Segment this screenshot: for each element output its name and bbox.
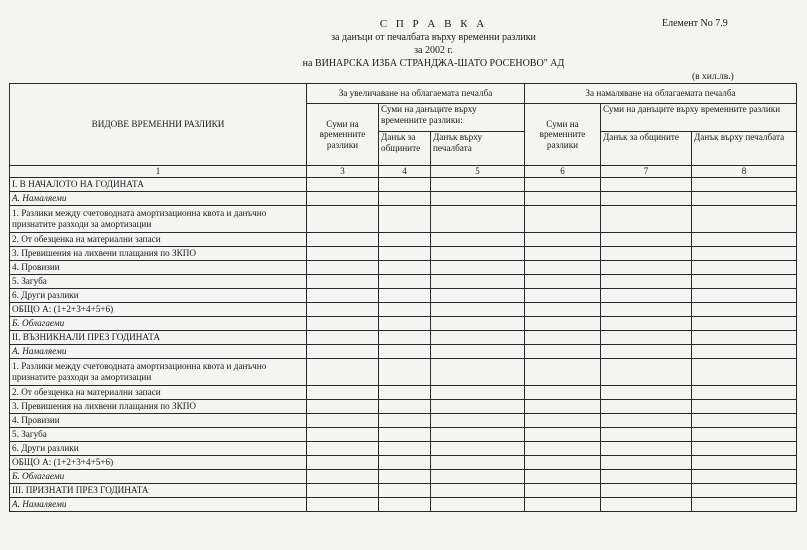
value-cell <box>525 247 601 261</box>
value-cell <box>379 484 431 498</box>
row-label: ОБЩО А: (1+2+3+4+5+6) <box>10 456 307 470</box>
value-cell <box>307 428 379 442</box>
value-cell <box>601 233 692 247</box>
value-cell <box>525 331 601 345</box>
value-cell <box>379 317 431 331</box>
table-row <box>10 470 797 484</box>
value-cell <box>431 428 525 442</box>
table-row <box>10 303 797 317</box>
value-cell <box>692 289 797 303</box>
value-cell <box>307 192 379 206</box>
table-row <box>10 178 797 192</box>
value-cell <box>431 275 525 289</box>
value-cell <box>307 275 379 289</box>
value-cell <box>307 247 379 261</box>
value-cell <box>692 359 797 386</box>
value-cell <box>692 400 797 414</box>
value-cell <box>692 386 797 400</box>
row-label: 5. Загуба <box>10 275 307 289</box>
row-label: 6. Други разлики <box>10 289 307 303</box>
value-cell <box>307 289 379 303</box>
document-year: за 2002 г. <box>414 45 453 56</box>
value-cell <box>525 275 601 289</box>
value-cell <box>525 206 601 233</box>
value-cell <box>601 345 692 359</box>
value-cell <box>525 400 601 414</box>
column-header-tax-municip-decrease: Данък за общините <box>601 132 692 166</box>
value-cell <box>601 206 692 233</box>
value-cell <box>307 317 379 331</box>
value-cell <box>431 261 525 275</box>
value-cell <box>379 498 431 512</box>
row-label: I. В НАЧАЛОТО НА ГОДИНАТА <box>10 178 307 192</box>
row-label: 2. От обезценка на материални запаси <box>10 386 307 400</box>
value-cell <box>307 470 379 484</box>
value-cell <box>601 442 692 456</box>
value-cell <box>307 303 379 317</box>
value-cell <box>601 428 692 442</box>
row-label: 1. Разлики между счетоводната амортизационна квота и данъчно признатите разходи за амортизации <box>10 206 307 233</box>
group-header-decrease: За намаляване на облагаемата печалба <box>525 84 797 104</box>
value-cell <box>692 206 797 233</box>
value-cell <box>525 345 601 359</box>
value-cell <box>379 456 431 470</box>
value-cell <box>431 484 525 498</box>
row-label: 3. Превишения на лихвени плащания по ЗКПО <box>10 400 307 414</box>
table-row <box>10 442 797 456</box>
value-cell <box>525 178 601 192</box>
value-cell <box>379 178 431 192</box>
value-cell <box>525 233 601 247</box>
row-label: А. Намаляеми <box>10 498 307 512</box>
value-cell <box>525 386 601 400</box>
row-label: 3. Превишения на лихвени плащания по ЗКПО <box>10 247 307 261</box>
table-row <box>10 359 797 386</box>
value-cell <box>307 456 379 470</box>
value-cell <box>431 442 525 456</box>
value-cell <box>431 178 525 192</box>
row-label: 1. Разлики между счетоводната амортизационна квота и данъчно признатите разходи за амортизации <box>10 359 307 386</box>
value-cell <box>379 192 431 206</box>
value-cell <box>307 233 379 247</box>
value-cell <box>307 498 379 512</box>
value-cell <box>379 331 431 345</box>
value-cell <box>692 470 797 484</box>
value-cell <box>692 442 797 456</box>
value-cell <box>307 442 379 456</box>
value-cell <box>525 261 601 275</box>
value-cell <box>692 428 797 442</box>
value-cell <box>601 386 692 400</box>
value-cell <box>601 192 692 206</box>
value-cell <box>525 498 601 512</box>
table-row <box>10 317 797 331</box>
table-row <box>10 331 797 345</box>
value-cell <box>431 345 525 359</box>
table-row <box>10 289 797 303</box>
value-cell <box>692 303 797 317</box>
value-cell <box>692 456 797 470</box>
column-header-sum-tax-increase: Суми на данъците върху временните разлики: <box>379 104 525 132</box>
value-cell <box>431 247 525 261</box>
value-cell <box>379 289 431 303</box>
table-row <box>10 414 797 428</box>
value-cell <box>379 442 431 456</box>
units-label: (в хил.лв.) <box>692 72 734 82</box>
value-cell <box>431 303 525 317</box>
value-cell <box>692 192 797 206</box>
row-label: А. Намаляеми <box>10 345 307 359</box>
table-row <box>10 206 797 233</box>
column-number: 1 <box>10 166 307 178</box>
value-cell <box>692 317 797 331</box>
value-cell <box>379 400 431 414</box>
row-label: А. Намаляеми <box>10 192 307 206</box>
value-cell <box>525 289 601 303</box>
value-cell <box>431 498 525 512</box>
value-cell <box>307 206 379 233</box>
value-cell <box>601 289 692 303</box>
value-cell <box>525 303 601 317</box>
column-number: 5 <box>431 166 525 178</box>
value-cell <box>307 484 379 498</box>
value-cell <box>379 303 431 317</box>
temporary-differences-table <box>9 83 797 512</box>
value-cell <box>601 303 692 317</box>
company-name: на ВИНАРСКА ИЗБА СТРАНДЖА-ШАТО РОСЕНОВО" АД <box>302 58 565 69</box>
value-cell <box>379 206 431 233</box>
value-cell <box>692 498 797 512</box>
value-cell <box>431 192 525 206</box>
value-cell <box>379 359 431 386</box>
element-number: Елемент No 7.9 <box>662 18 728 29</box>
value-cell <box>379 247 431 261</box>
value-cell <box>431 400 525 414</box>
table-row <box>10 484 797 498</box>
value-cell <box>431 386 525 400</box>
value-cell <box>431 317 525 331</box>
value-cell <box>601 261 692 275</box>
table-row <box>10 247 797 261</box>
value-cell <box>525 414 601 428</box>
value-cell <box>431 456 525 470</box>
row-label: III. ПРИЗНАТИ ПРЕЗ ГОДИНАТА <box>10 484 307 498</box>
column-header-sum-tax-decrease: Суми на данъците върху временните разлики <box>601 104 797 132</box>
value-cell <box>692 484 797 498</box>
column-number: 6 <box>525 166 601 178</box>
value-cell <box>692 414 797 428</box>
column-header-sum-temp-increase: Суми на временните разлики <box>307 104 379 166</box>
row-label: 4. Провизии <box>10 414 307 428</box>
value-cell <box>692 331 797 345</box>
column-number: 8 <box>692 166 797 178</box>
table-row <box>10 345 797 359</box>
value-cell <box>379 414 431 428</box>
value-cell <box>692 345 797 359</box>
value-cell <box>379 470 431 484</box>
column-number: 4 <box>379 166 431 178</box>
row-label: ОБЩО А: (1+2+3+4+5+6) <box>10 303 307 317</box>
value-cell <box>601 331 692 345</box>
row-label: II. ВЪЗНИКНАЛИ ПРЕЗ ГОДИНАТА <box>10 331 307 345</box>
value-cell <box>379 428 431 442</box>
row-label: 2. От обезценка на материални запаси <box>10 233 307 247</box>
value-cell <box>431 470 525 484</box>
document-title: С П Р А В К А <box>379 18 488 30</box>
value-cell <box>692 275 797 289</box>
value-cell <box>379 261 431 275</box>
value-cell <box>431 414 525 428</box>
row-label: Б. Облагаеми <box>10 317 307 331</box>
value-cell <box>307 414 379 428</box>
value-cell <box>525 484 601 498</box>
value-cell <box>379 275 431 289</box>
value-cell <box>379 233 431 247</box>
value-cell <box>307 359 379 386</box>
value-cell <box>525 428 601 442</box>
table-row <box>10 386 797 400</box>
value-cell <box>525 470 601 484</box>
value-cell <box>601 247 692 261</box>
value-cell <box>601 414 692 428</box>
row-label: 4. Провизии <box>10 261 307 275</box>
group-header-increase: За увеличаване на облагаемата печалба <box>307 84 525 104</box>
value-cell <box>307 331 379 345</box>
value-cell <box>307 400 379 414</box>
column-number: 3 <box>307 166 379 178</box>
value-cell <box>692 247 797 261</box>
value-cell <box>601 456 692 470</box>
table-row <box>10 498 797 512</box>
row-label: Б. Облагаеми <box>10 470 307 484</box>
value-cell <box>601 498 692 512</box>
value-cell <box>601 317 692 331</box>
value-cell <box>525 442 601 456</box>
column-numbers-row <box>10 166 797 178</box>
value-cell <box>525 317 601 331</box>
value-cell <box>379 345 431 359</box>
table-row <box>10 192 797 206</box>
value-cell <box>525 192 601 206</box>
column-header-main: ВИДОВЕ ВРЕМЕННИ РАЗЛИКИ <box>10 84 307 166</box>
value-cell <box>692 178 797 192</box>
value-cell <box>307 261 379 275</box>
value-cell <box>601 275 692 289</box>
column-header-tax-profit-increase: Данък върху печалбата <box>431 132 525 166</box>
value-cell <box>431 359 525 386</box>
row-label: 6. Други разлики <box>10 442 307 456</box>
value-cell <box>601 470 692 484</box>
value-cell <box>601 484 692 498</box>
table-row <box>10 456 797 470</box>
value-cell <box>601 359 692 386</box>
row-label: 5. Загуба <box>10 428 307 442</box>
value-cell <box>431 331 525 345</box>
value-cell <box>601 178 692 192</box>
document-subtitle: за данъци от печалбата върху временни разлики <box>331 32 536 43</box>
column-header-tax-profit-decrease: Данък върху печалбата <box>692 132 797 166</box>
value-cell <box>431 233 525 247</box>
table-row <box>10 428 797 442</box>
column-header-sum-temp-decrease: Суми на временните разлики <box>525 104 601 166</box>
column-header-tax-municip-increase: Данък за общините <box>379 132 431 166</box>
table-row <box>10 275 797 289</box>
column-number: 7 <box>601 166 692 178</box>
value-cell <box>601 400 692 414</box>
table-row <box>10 400 797 414</box>
value-cell <box>307 178 379 192</box>
table-row <box>10 261 797 275</box>
value-cell <box>692 261 797 275</box>
value-cell <box>431 289 525 303</box>
value-cell <box>525 456 601 470</box>
value-cell <box>307 345 379 359</box>
value-cell <box>307 386 379 400</box>
value-cell <box>525 359 601 386</box>
value-cell <box>431 206 525 233</box>
value-cell <box>379 386 431 400</box>
value-cell <box>692 233 797 247</box>
table-row <box>10 233 797 247</box>
